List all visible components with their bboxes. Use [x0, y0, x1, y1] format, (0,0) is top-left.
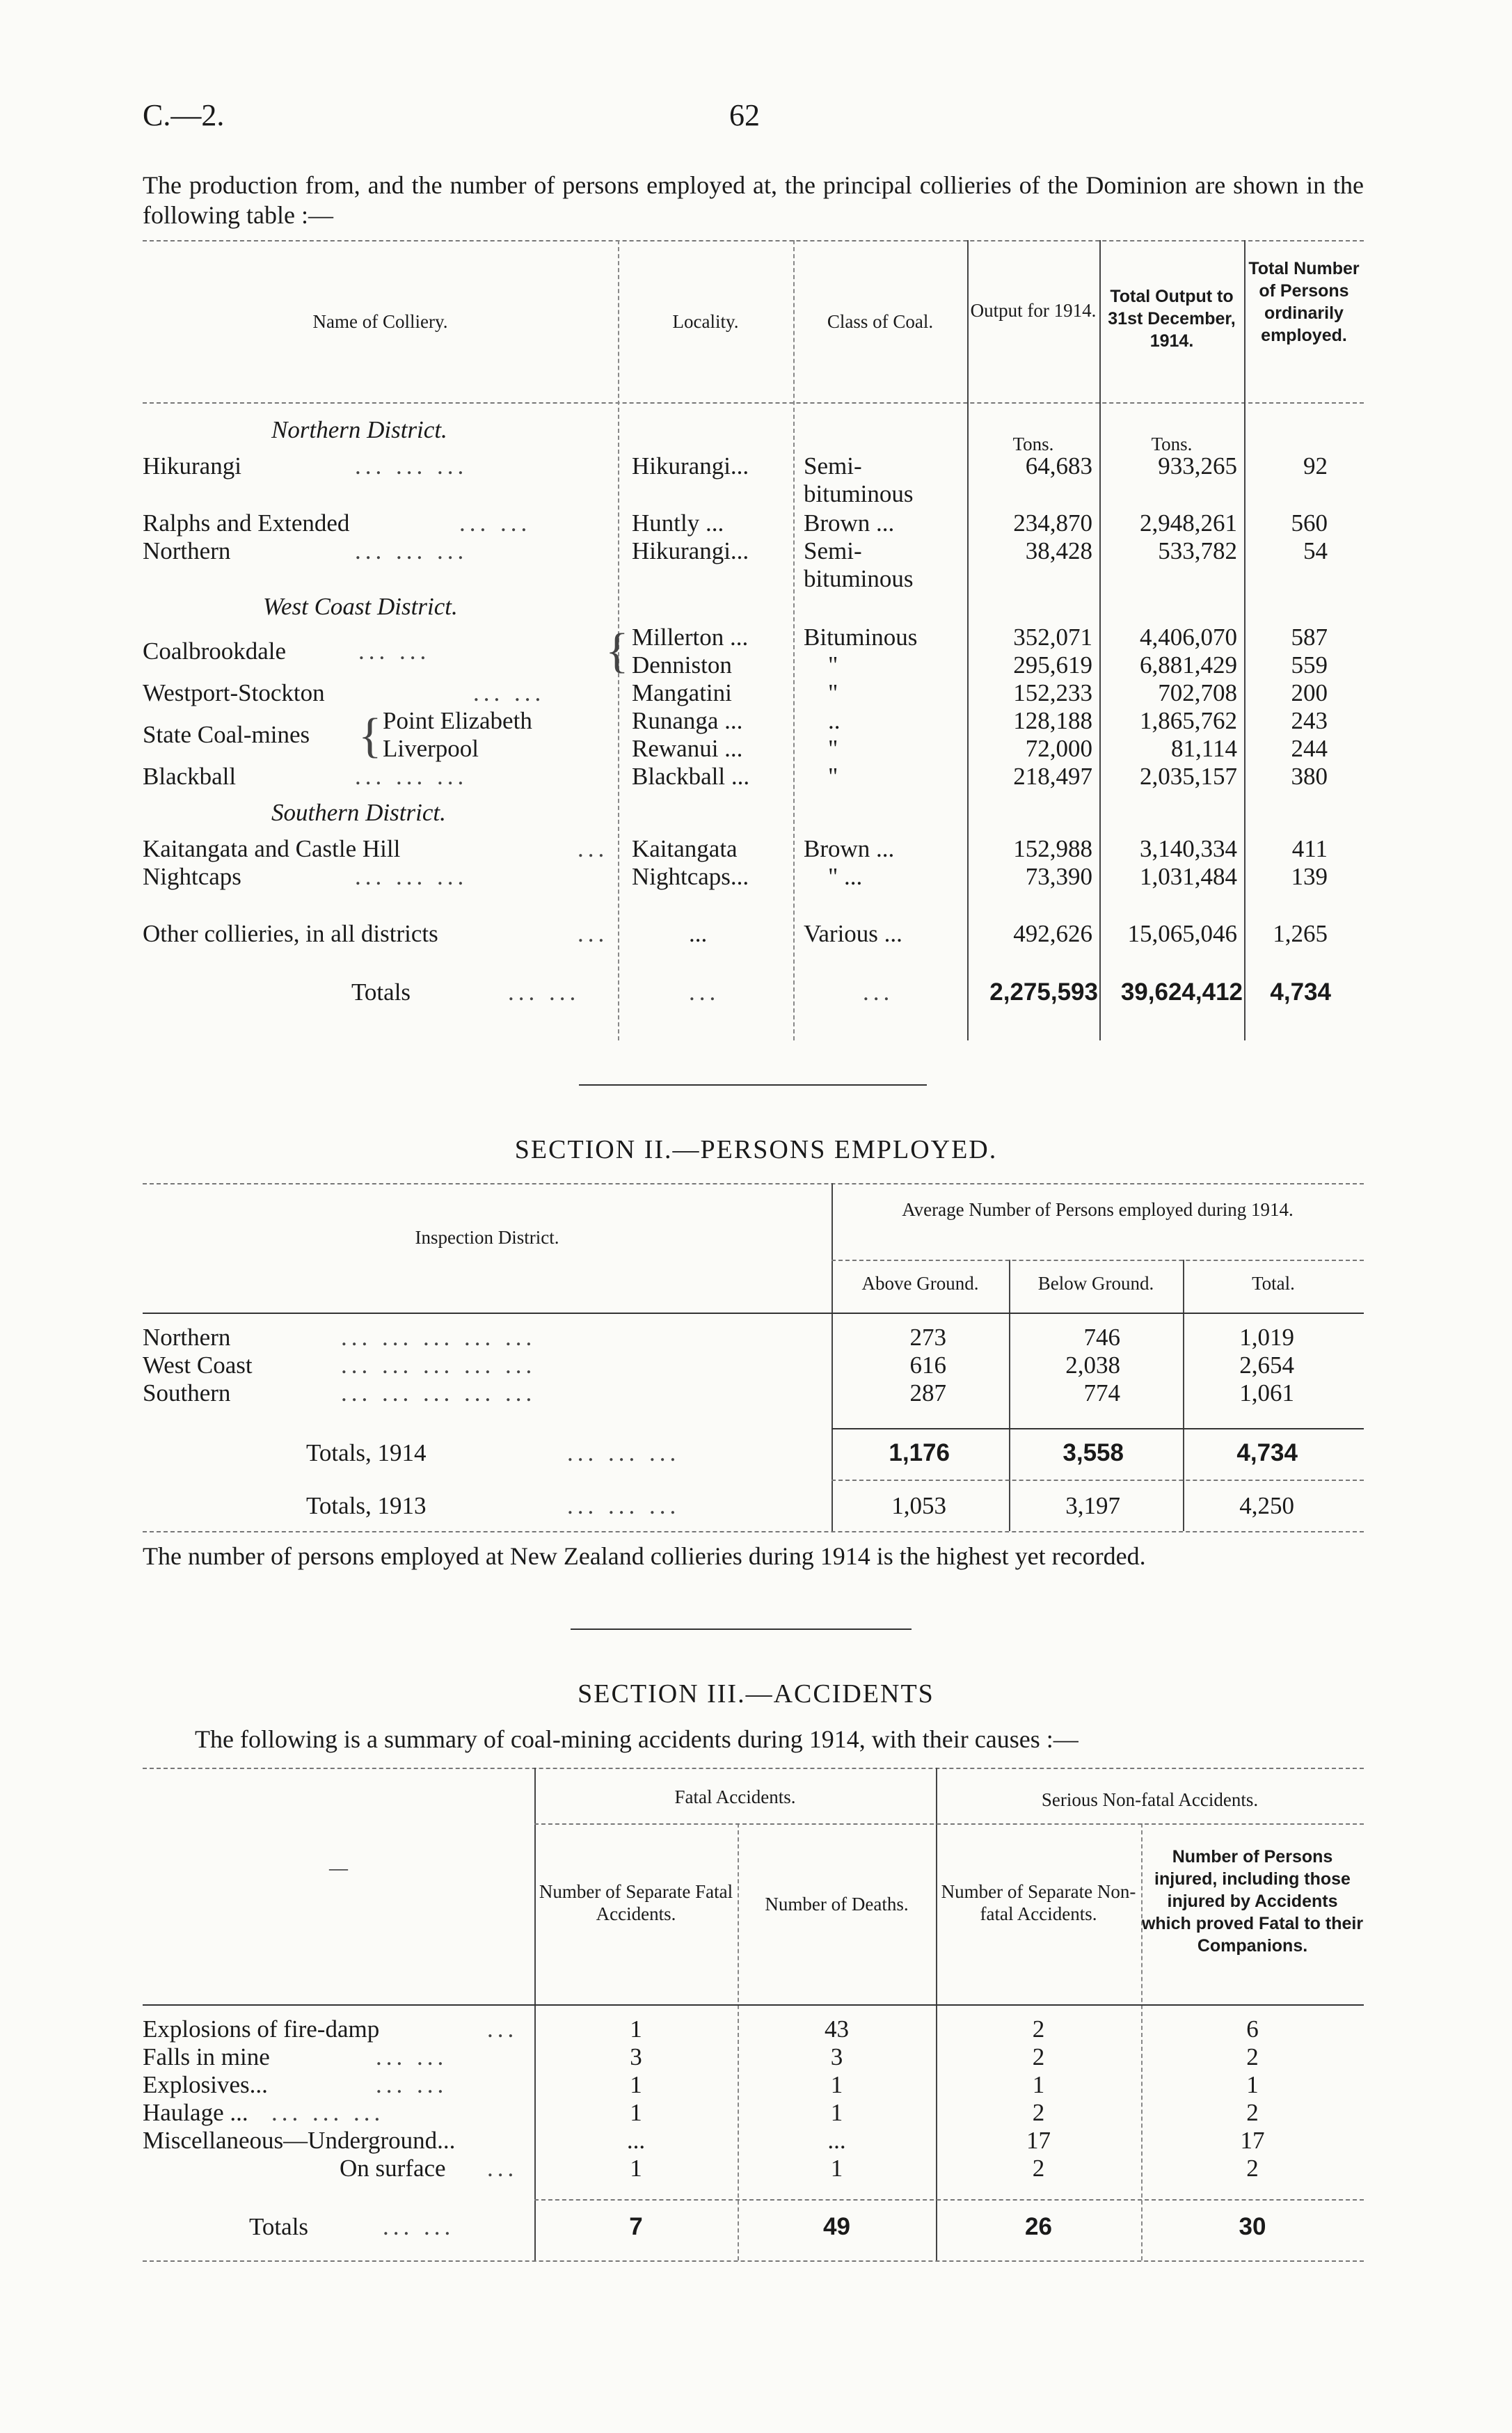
totals-1914-below: 3,558 — [1063, 1439, 1124, 1466]
table-row-fatal: ... — [626, 2127, 646, 2154]
col-header-persons-injured: Number of Persons injured, including those injured by Accidents which proved Fatal to their Companions. — [1141, 1847, 1364, 1956]
table-row-total: 3,140,334 — [1140, 835, 1237, 862]
district-heading-southern: Southern District. — [271, 799, 446, 826]
table-row-cause: On surface — [340, 2155, 446, 2182]
table-row-class: " — [828, 735, 838, 762]
table-row-persons: 1,265 — [1273, 920, 1328, 947]
table-row-locality: Blackball ... — [632, 763, 750, 790]
table-row-locality: Kaitangata — [632, 835, 738, 862]
col-header-separate-nonfatal: Number of Separate Non-fatal Accidents. — [941, 1881, 1136, 1924]
table-row-deaths: 1 — [830, 2155, 843, 2182]
table-row-locality: Hikurangi... — [632, 452, 749, 480]
totals-total: 39,624,412 — [1120, 978, 1243, 1006]
table-row-nonfatal: 2 — [1032, 2099, 1045, 2126]
table-row-output: 38,428 — [1025, 537, 1092, 564]
table-row-class: " — [828, 679, 838, 706]
report-code: C.—2. — [143, 98, 225, 132]
table-row-total: 1,061 — [1239, 1379, 1294, 1406]
table-row-locality: Denniston — [632, 651, 732, 679]
table-row-deaths: 43 — [825, 2015, 849, 2043]
table-row-above: 273 — [909, 1324, 946, 1351]
table-row-total: 1,019 — [1239, 1324, 1294, 1351]
table-row-name: Blackball — [143, 763, 237, 790]
table-row-cause: Falls in mine — [143, 2043, 270, 2070]
table-row-above: 287 — [909, 1379, 946, 1406]
col-header-locality: Locality. — [672, 311, 739, 332]
table-row-name: Nightcaps — [143, 863, 241, 890]
table-row-total: 4,406,070 — [1140, 624, 1237, 651]
table-row-class: " ... — [828, 863, 863, 890]
section-2-title: SECTION II.—PERSONS EMPLOYED. — [514, 1135, 998, 1164]
table-row-total: 533,782 — [1158, 537, 1237, 564]
table-row-name: Other collieries, in all districts — [143, 920, 438, 947]
table-row-injured: 2 — [1246, 2043, 1259, 2070]
table-row-locality: Runanga ... — [632, 707, 743, 734]
table-row-class: " — [828, 763, 838, 790]
table-row-deaths: ... — [827, 2127, 846, 2154]
persons-note: The number of persons employed at New Zealand collieries during 1914 is the highest yet recorded. — [143, 1542, 1146, 1570]
col-header-separate-fatal: Number of Separate Fatal Accidents. — [539, 1881, 733, 1924]
unit-tons-total: Tons. — [1151, 434, 1193, 454]
table-row-class: .. — [828, 707, 841, 734]
table-row-output: 128,188 — [1013, 707, 1092, 734]
table-row-locality: Millerton ... — [632, 624, 749, 651]
table-row-persons: 200 — [1291, 679, 1328, 706]
table-row-output: 352,071 — [1013, 624, 1092, 651]
table-row-output: 234,870 — [1013, 509, 1092, 537]
totals-1913-below: 3,197 — [1065, 1492, 1120, 1519]
table-row-class: Brown ... — [804, 835, 895, 862]
col-header-deaths: Number of Deaths. — [765, 1894, 909, 1915]
table-row-output: 152,988 — [1013, 835, 1092, 862]
table-row-fatal: 1 — [630, 2099, 642, 2126]
table-row-class: Semi-bituminous — [804, 537, 914, 592]
table-row-injured: 2 — [1246, 2155, 1259, 2182]
col-header-class: Class of Coal. — [827, 311, 934, 332]
table-row-total: 15,065,046 — [1127, 920, 1237, 947]
table-row-persons: 92 — [1303, 452, 1328, 480]
document-page: C.—2. 62 The production from, and the number of persons employed at, the principal collieries of the Dominion are shown in the following table :— Name of Colliery. Locality. Class of Coal. Output for 1914. Total Output to 31st December, 1914. Total Number of Persons ordinarily employed. Tons. Tons. Northern District. Hikurangi ... ... ... Hikurangi... Semi-bituminous 64,683 933,265 92 Ralphs and Extended ... ... Huntly ... Brown ... 234,870 2,948,261 560 Northern ... ... ... Hikurangi... Semi-bituminous 38,428 533,782 54 West Coast District. Coalbrookdale ... ... Millerton ... Bituminous 352,071 4,406,070 587 Denniston " 295,619 6,881,429 559 { Westport-Stockton ... ... Mangatini " 152,233 702,708 200 State Coal-mines { Point Elizabeth Liverpool Runanga ... .. 128,188 1,865,762 243 Rewanui ... " 72,000 81,114 244 Blackball ... ... ... Blackball ... " 218,497 2,035,157 380 Southern District. Kaitangata and Castle Hill ... Kaitangata Brown ... 152,988 3,140,334 411 Nightcaps ... ... ... Nightcaps... " ... 73,390 1,031,484 139 Other collieries, in all districts ... ... Various ... 492,626 15,065,046 1,265 Totals ... ... ... ... 2,275,593 39,624,412 4,734 SECTION II.—PERSONS EMPLOYED. Inspection District. Average Number of Persons employed during 1914. Above Ground. Below Ground. Total. Northern ... ... ... ... ... 273 746 1,019 West Coast ... ... ... ... ... 616 2,038 2,654 Southern ... ... ... ... ... 287 774 1,061 Totals, 1914 ... ... ... 1,176 3,558 4,734 Totals, 1913 ... ... ... 1,053 3,197 4,250 The number of persons employed at New Zealand collieries during 1914 is the highest yet recorded. SECTION III.—ACCIDENTS The following is a summary of coal-mining accidents during 1914, with their causes :— Fatal Accidents. Serious Non-fatal Accidents. — Number of Separate Fatal Accidents. Number of Deaths. Number of Separate Non-fatal Accidents. Number of Persons injured, including those injured by Accidents which proved Fatal to their Companions. Explosions of fire-damp ... 1 43 2 6 Falls in mine ... ... 3 3 2 2 Explosives... ... ... 1 1 1 1 Haulage ... ... ... ... 1 1 2 2 Miscellaneous—Underground... ... ... 17 17 On surface ... 1 1 2 2 Totals ... ... 7 49 26 30 — [0, 0, 1512, 2433]
table-row-locality: Nightcaps... — [632, 863, 749, 890]
table-row-fatal: 1 — [630, 2155, 642, 2182]
table-row-total: 81,114 — [1171, 735, 1237, 762]
table-row-persons: 587 — [1291, 624, 1328, 651]
table-row-output: 64,683 — [1025, 452, 1092, 480]
table-row-nonfatal: 2 — [1032, 2155, 1045, 2182]
table-row-total: 2,035,157 — [1140, 763, 1237, 790]
table-row-persons: 243 — [1291, 707, 1328, 734]
table-row-persons: 560 — [1291, 509, 1328, 537]
table-row-persons: 139 — [1291, 863, 1328, 890]
accidents-totals-fatal: 7 — [629, 2213, 643, 2240]
col-header-persons: Total Number of Persons ordinarily employed. — [1248, 259, 1360, 345]
table-row-injured: 2 — [1246, 2099, 1259, 2126]
table-row-above: 616 — [909, 1352, 946, 1379]
table-row-class: Various ... — [804, 920, 902, 947]
table-row-below: 774 — [1083, 1379, 1120, 1406]
page-number: 62 — [729, 98, 760, 132]
table-row-deaths: 3 — [830, 2043, 843, 2070]
district-heading-west-coast: West Coast District. — [263, 593, 458, 620]
table-row-total: 1,865,762 — [1140, 707, 1237, 734]
table-row-locality: Rewanui ... — [632, 735, 743, 762]
table-row-total: 702,708 — [1158, 679, 1237, 706]
col-header-nonfatal: Serious Non-fatal Accidents. — [1041, 1789, 1259, 1810]
intro-paragraph: The production from, and the number of persons employed at, the principal collieries of the Dominion are shown in the following table :— — [143, 171, 1364, 229]
table-row-persons: 244 — [1291, 735, 1328, 762]
table-row-persons: 411 — [1291, 835, 1328, 862]
table-row-below: 2,038 — [1065, 1352, 1120, 1379]
table-row-name: Westport-Stockton — [143, 679, 325, 706]
table-row-fatal: 1 — [630, 2071, 642, 2098]
accidents-totals-injured: 30 — [1239, 2213, 1266, 2240]
table-row-district: Southern — [143, 1379, 231, 1406]
col-header-output: Output for 1914. — [970, 300, 1097, 321]
table-row-name: Kaitangata and Castle Hill — [143, 835, 401, 862]
col-header-total-output: Total Output to 31st December, 1914. — [1108, 287, 1236, 351]
table-row-class: " — [828, 651, 838, 679]
table-row-class: Semi-bituminous — [804, 452, 914, 507]
col-header-cause: — — [329, 1857, 348, 1878]
table-row-name: Liverpool — [383, 735, 479, 762]
col-header-average: Average Number of Persons employed during 1914. — [902, 1199, 1294, 1220]
col-header-district: Inspection District. — [415, 1227, 559, 1248]
table-row-output: 492,626 — [1013, 920, 1092, 947]
table-row-district: Northern — [143, 1324, 231, 1351]
totals-1913-label: Totals, 1913 — [306, 1492, 427, 1519]
accidents-totals-nonfatal: 26 — [1025, 2213, 1052, 2240]
table-row-deaths: 1 — [830, 2071, 843, 2098]
table-row-cause: Haulage ... — [143, 2099, 248, 2126]
col-header-total: Total. — [1252, 1273, 1295, 1294]
table-row-class: Brown ... — [804, 509, 895, 537]
table-row-locality: ... — [689, 920, 708, 947]
totals-output: 2,275,593 — [989, 978, 1098, 1006]
table-row-total: 1,031,484 — [1140, 863, 1237, 890]
table-row-output: 72,000 — [1025, 735, 1092, 762]
totals-persons: 4,734 — [1270, 978, 1331, 1006]
table-row-locality: Hikurangi... — [632, 537, 749, 564]
table-row-nonfatal: 2 — [1032, 2015, 1045, 2043]
totals-1914-label: Totals, 1914 — [306, 1439, 427, 1466]
table-row-below: 746 — [1083, 1324, 1120, 1351]
table-row-cause: Explosions of fire-damp — [143, 2015, 380, 2043]
unit-tons-output: Tons. — [1012, 434, 1054, 454]
table-row-output: 295,619 — [1013, 651, 1092, 679]
accidents-totals-deaths: 49 — [823, 2213, 850, 2240]
table-row-persons: 380 — [1291, 763, 1328, 790]
table-row-output: 152,233 — [1013, 679, 1092, 706]
col-header-colliery: Name of Colliery. — [312, 311, 448, 332]
table-row-total: 2,948,261 — [1140, 509, 1237, 537]
district-heading-northern: Northern District. — [271, 416, 447, 443]
table-row-class: Bituminous — [804, 624, 918, 651]
table-row-nonfatal: 2 — [1032, 2043, 1045, 2070]
accidents-totals-label: Totals — [249, 2213, 309, 2240]
table-row-name: Point Elizabeth — [383, 707, 532, 734]
table-row-nonfatal: 1 — [1032, 2071, 1045, 2098]
table-row-name: Ralphs and Extended — [143, 509, 350, 537]
col-header-above-ground: Above Ground. — [861, 1273, 979, 1294]
table-row-locality: Huntly ... — [632, 509, 724, 537]
col-header-below-ground: Below Ground. — [1037, 1273, 1154, 1294]
section-3-title: SECTION III.—ACCIDENTS — [578, 1679, 934, 1709]
table-row-output: 73,390 — [1025, 863, 1092, 890]
section-3-intro: The following is a summary of coal-mining accidents during 1914, with their causes :— — [195, 1725, 1079, 1753]
table-row-name: Northern — [143, 537, 231, 564]
table-row-persons: 54 — [1303, 537, 1328, 564]
table-row-injured: 6 — [1246, 2015, 1259, 2043]
table-row-total: 6,881,429 — [1140, 651, 1237, 679]
table-row-name: Coalbrookdale — [143, 637, 287, 665]
table-row-total: 2,654 — [1239, 1352, 1294, 1379]
totals-1914-total: 4,734 — [1236, 1439, 1298, 1466]
table-row-name: Hikurangi — [143, 452, 241, 480]
state-coal-mines-label: State Coal-mines — [143, 721, 310, 748]
table-row-fatal: 1 — [630, 2015, 642, 2043]
table-row-fatal: 3 — [630, 2043, 642, 2070]
table-row-district: West Coast — [143, 1352, 253, 1379]
table-row-nonfatal: 17 — [1026, 2127, 1051, 2154]
table-row-cause: Explosives... — [143, 2071, 268, 2098]
table-row-cause: Miscellaneous—Underground... — [143, 2127, 456, 2154]
totals-1913-total: 4,250 — [1239, 1492, 1294, 1519]
table-row-deaths: 1 — [830, 2099, 843, 2126]
table-row-injured: 1 — [1246, 2071, 1259, 2098]
table-row-output: 218,497 — [1013, 763, 1092, 790]
table-row-persons: 559 — [1291, 651, 1328, 679]
totals-1914-above: 1,176 — [889, 1439, 950, 1466]
totals-1913-above: 1,053 — [891, 1492, 946, 1519]
col-header-fatal: Fatal Accidents. — [674, 1786, 796, 1807]
table-row-injured: 17 — [1240, 2127, 1265, 2154]
totals-label: Totals — [351, 978, 411, 1006]
table-row-locality: Mangatini — [632, 679, 732, 706]
table-row-total: 933,265 — [1158, 452, 1237, 480]
